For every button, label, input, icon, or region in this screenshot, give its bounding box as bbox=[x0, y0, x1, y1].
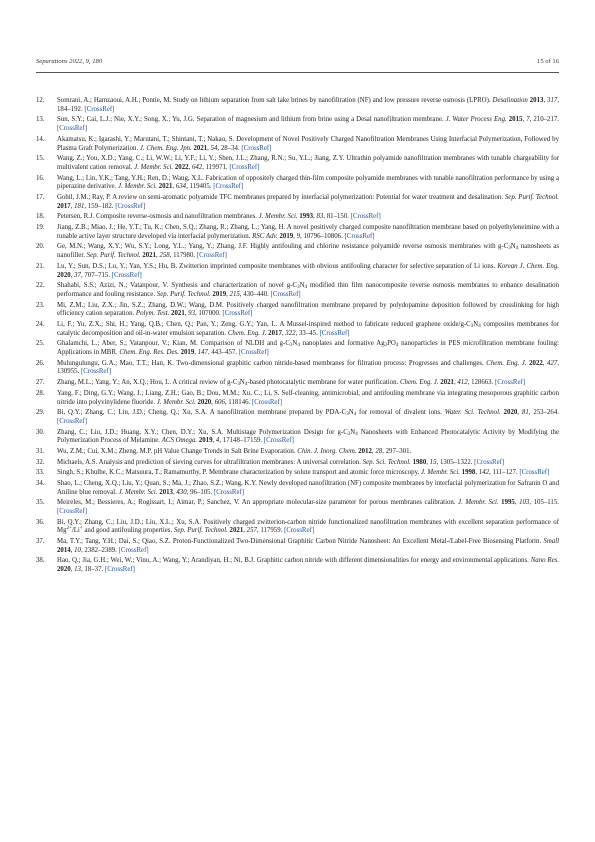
crossref-link[interactable]: [CrossRef] bbox=[57, 507, 88, 515]
reference-item bbox=[36, 224, 559, 242]
journal-citation: Separations 2022, 9, 180 bbox=[36, 58, 103, 65]
journal-name: RSC Adv. bbox=[252, 232, 278, 240]
publication-year: 2019 bbox=[212, 290, 227, 298]
volume-number: 147 bbox=[197, 349, 208, 357]
journal-name: Sep. Purif. Technol. bbox=[504, 193, 559, 201]
reference-item bbox=[36, 340, 559, 358]
publication-year: 2013 bbox=[529, 97, 544, 104]
reference-number: 12. bbox=[36, 97, 45, 104]
volume-number: 181 bbox=[74, 202, 85, 210]
volume-number: 427 bbox=[547, 359, 558, 367]
journal-name: J. Membr. Sci. bbox=[118, 488, 158, 496]
reference-text: Petersen, R.J. Composite reverse-osmosis and nanofiltration membranes. J. Membr. Sci. 1993, 83, 81–150. [CrossRef] bbox=[57, 213, 381, 221]
reference-text: Singh, S.; Khulbe, K.C.; Matsuura, T.; Ramamurthy, P. Membrane characterization by solute transport and atomic force microscopy. J. Membr. Sci. 1998, 142, 111–127. [CrossRef] bbox=[57, 469, 550, 477]
crossref-link[interactable]: [CrossRef] bbox=[252, 398, 283, 406]
volume-number: 322 bbox=[285, 329, 296, 337]
reference-text: Zhang, M.L.; Yang, Y.; An, X.Q.; Hou, L. A critical review of $g-C_3N_4$-based photocatalytic membrane for water purification. Chem. Eng. J. 2021, 412, 128663. [CrossRef] bbox=[57, 379, 526, 388]
crossref-link[interactable]: [CrossRef] bbox=[222, 310, 253, 318]
reference-item bbox=[36, 282, 559, 300]
crossref-link[interactable]: [CrossRef] bbox=[57, 417, 88, 425]
volume-number: 634 bbox=[175, 183, 187, 191]
volume-number: 215 bbox=[229, 290, 240, 298]
reference-text: Akamatsu, K.; Igarashi, Y.; Marutani, T.; Shintani, T.; Nakao, S. Development of Novel Positively Charged Nanofiltration Membranes Using Interfacial Polymerization, Followed by Plasma Graft Polymerization. J. Chem. Eng. Jpn. 2021, 54, 28–34. [CrossRef] bbox=[57, 135, 559, 152]
reference-number: 37. bbox=[36, 538, 45, 546]
reference-item bbox=[36, 390, 559, 408]
volume-number: 258 bbox=[159, 252, 170, 260]
journal-name: Nano Res. bbox=[530, 557, 559, 565]
publication-year: 2017 bbox=[268, 329, 282, 337]
crossref-link[interactable]: [CrossRef] bbox=[519, 469, 550, 477]
reference-text: Yang, F.; Ding, G.Y.; Wang, J.; Liang, Z.H.; Gao, B.; Dou, M.M.; Xu, C.; Li, S. Self-cleaning, antimicrobial, and antifouling membrane via integrating mesoporous graphitic carbon nitride into polyvinylidene fluoride. J. Membr. Sci. 2020, 606, 118146. [CrossRef] bbox=[57, 389, 559, 406]
reference-number: 18. bbox=[36, 213, 45, 221]
crossref-link[interactable]: [CrossRef] bbox=[474, 458, 505, 466]
reference-number: 32. bbox=[36, 458, 45, 466]
journal-name: J. Membr. Sci. bbox=[156, 398, 196, 406]
running-header bbox=[36, 58, 559, 65]
reference-number: 29. bbox=[36, 409, 45, 417]
journal-name: J. Membr. Sci. bbox=[458, 499, 499, 507]
crossref-link[interactable]: [CrossRef] bbox=[111, 271, 142, 279]
reference-item bbox=[36, 409, 559, 427]
crossref-link[interactable]: [CrossRef] bbox=[213, 183, 244, 191]
publication-year: 2021 bbox=[440, 379, 454, 387]
volume-number: 83 bbox=[316, 213, 324, 221]
volume-number: 93 bbox=[188, 310, 195, 318]
reference-number: 13. bbox=[36, 116, 45, 124]
publication-year: 2022 bbox=[529, 359, 543, 367]
journal-name: Chin. J. Inorg. Chem. bbox=[297, 447, 357, 455]
crossref-link[interactable]: [CrossRef] bbox=[118, 546, 149, 554]
reference-number: 23. bbox=[36, 301, 45, 309]
reference-text: Mulungulungu, G.A.; Mao, T.T.; Han, K. Two-dimensional graphitic carbon nitride-based membranes for filtration process: Progresses and challenges. Chem. Eng. J. 2022, 427, 130955. [CrossRef] bbox=[57, 359, 560, 376]
volume-number: 28 bbox=[375, 447, 383, 455]
crossref-link[interactable]: [CrossRef] bbox=[196, 252, 227, 260]
reference-number: 30. bbox=[36, 428, 45, 436]
crossref-link[interactable]: [CrossRef] bbox=[270, 290, 301, 298]
reference-text: Meireles, M.; Bessieres, A.; Rogissart, I.; Aimar, P.; Sanchez, V. An appropriate molecular-size parameter for porous membranes calibration. J. Membr. Sci. 1995, 103, 105–115. [CrossRef] bbox=[57, 499, 559, 515]
volume-number: 37 bbox=[74, 271, 81, 279]
reference-text: Ge, M.N.; Wang, X.Y.; Wu, S.Y.; Long, Y.L.; Yang, Y.; Zhang, J.F. Highly antifouling and chlorine resistance polyamide reverse osmosis membranes with $g-C_3N_4$ nanosheets as nanofiller. Sep. Purif. Technol. 2021, 258, 117980. [CrossRef] bbox=[57, 243, 559, 260]
journal-name: J. Membr. Sci. bbox=[134, 163, 174, 171]
reference-number: 27. bbox=[36, 379, 45, 387]
crossref-link[interactable]: [CrossRef] bbox=[115, 202, 146, 210]
reference-text: Wu, Z.M.; Cui, X.M.; Zheng, M.P. pH Value Change Trends in Salt Brine Evaporation. Chin. J. Inorg. Chem. 2012, 28, 297–301. bbox=[57, 447, 412, 455]
reference-number: 25. bbox=[36, 340, 45, 348]
reference-item bbox=[36, 379, 559, 388]
publication-year: 2021 bbox=[229, 527, 244, 535]
reference-item bbox=[36, 321, 559, 339]
journal-name: Sep. Purif. Technol. bbox=[86, 252, 141, 260]
journal-name: Desalination bbox=[492, 97, 528, 104]
reference-item bbox=[36, 97, 559, 115]
reference-item bbox=[36, 519, 559, 537]
journal-name: Korean J. Chem. Eng. bbox=[497, 262, 559, 270]
publication-year: 2020 bbox=[503, 409, 518, 417]
reference-item bbox=[36, 213, 559, 222]
reference-number: 33. bbox=[36, 469, 45, 477]
header-divider bbox=[36, 72, 559, 73]
publication-year: 2021 bbox=[193, 144, 208, 152]
reference-number: 26. bbox=[36, 359, 45, 367]
reference-item bbox=[36, 155, 559, 173]
reference-number: 24. bbox=[36, 320, 45, 328]
reference-text: Sun, S.Y.; Cai, L.J.; Nie, X.Y.; Song, X.; Yu, J.G. Separation of magnesium and lithium from brine using a Desal nanofiltration membrane. J. Water Process Eng. 2015, 7, 210–217. [CrossRef] bbox=[57, 116, 560, 133]
journal-name: Sep. Sci. Technol. bbox=[362, 458, 411, 466]
publication-year: 2021 bbox=[171, 310, 185, 318]
reference-item bbox=[36, 429, 559, 447]
reference-text: Wang, L.; Lin, Y.K.; Tang, Y.H.; Ren, D.; Wang, X.L. Fabrication of oppositely charged thin-film composite polyamide membranes with tunable nanofiltration performance by using a piperazine derivative. J. Membr. Sci. 2021, 634, 119405. [CrossRef] bbox=[57, 174, 559, 191]
reference-text: Gohil, J.M.; Ray, P. A review on semi-aromatic polyamide TFC membranes prepared by interfacial polymerization: Potential for water treatment and desalination. Sep. Purif. Technol. 2017, 181, 159–182. [CrossRef] bbox=[57, 193, 559, 210]
reference-item bbox=[36, 263, 559, 281]
journal-name: J. Membr. Sci. bbox=[420, 469, 460, 477]
reference-text: Ma, T.Y.; Tang, Y.H.; Dai, S.; Qiao, S.Z. Proton-Functionalized Two-Dimensional Graphitic Carbon Nitride Nanosheet: An Excellent Metal-/Label-Free Biosensing Platform. Small 2014, 10, 2382–2389. [CrossRef] bbox=[57, 538, 559, 554]
reference-item bbox=[36, 469, 559, 478]
reference-item bbox=[36, 448, 559, 457]
crossref-link[interactable]: [CrossRef] bbox=[104, 566, 135, 574]
publication-year: 2013 bbox=[159, 488, 173, 496]
publication-year: 1995 bbox=[501, 499, 515, 507]
crossref-link[interactable]: [CrossRef] bbox=[84, 105, 115, 113]
reference-text: Ghalamchi, L.; Aber, S.; Vatanpour, V.; Kian, M. Comparison of NLDH and $g-C_3N_4$ nanoplates and formative $Ag_3PO_4$ nanoparticles in PES microfiltration membrane fouling: Applications in MBR. Chem. Eng. Res. Des. 2019, 147, 443–457. [CrossRef] bbox=[57, 340, 559, 357]
publication-year: 1980 bbox=[412, 458, 427, 466]
journal-name: Sep. Purif. Technol. bbox=[156, 290, 211, 298]
volume-number: 642 bbox=[191, 163, 203, 171]
volume-number: 7 bbox=[526, 116, 530, 124]
crossref-link[interactable]: [CrossRef] bbox=[319, 329, 350, 337]
volume-number: 430 bbox=[176, 488, 187, 496]
volume-number: 103 bbox=[519, 499, 530, 507]
journal-name: Small bbox=[543, 538, 559, 546]
volume-number: 257 bbox=[246, 527, 257, 535]
crossref-link[interactable]: [CrossRef] bbox=[350, 213, 381, 221]
crossref-link[interactable]: [CrossRef] bbox=[57, 125, 88, 133]
reference-item bbox=[36, 459, 559, 468]
journal-name: Polym. Test. bbox=[135, 310, 170, 318]
volume-number: 606 bbox=[214, 398, 225, 406]
reference-item bbox=[36, 116, 559, 134]
reference-item bbox=[36, 557, 559, 575]
reference-text: Wang, Z.; You, X.D.; Yang, C.; Li, W.W.; Li, Y.F.; Li, Y.; Shen, J.L.; Zhang, R.N.; Su, Y.L.; Jiang, Z.Y. Ultrathin polyamide nanofiltration membranes with tunable chargeability for multivalent cation removal. J. Membr. Sci. 2022, 642, 119971. [CrossRef] bbox=[57, 155, 559, 171]
crossref-link[interactable]: [CrossRef] bbox=[80, 368, 112, 376]
reference-text: Mi, Z.M.; Liu, Z.X.; Jin, S.Z.; Zhang, D.W.; Wang, D.M. Positively charged nanofiltration membrane prepared by polydopamine deposition followed by crosslinking for high efficiency cation separation. Polym. Test. 2021, 93, 107000. [CrossRef] bbox=[57, 301, 559, 318]
crossref-link[interactable]: [CrossRef] bbox=[241, 144, 272, 152]
publication-year: 1998 bbox=[461, 469, 476, 477]
publication-year: 2021 bbox=[142, 252, 156, 260]
reference-item bbox=[36, 480, 559, 498]
journal-name: J. Chem. Eng. Jpn. bbox=[139, 144, 192, 152]
reference-text: Shahabi, S.S.; Azizi, N.; Vatanpour, V. Synthesis and characterization of novel $g-C_3N_4$ modified thin film nanocomposite reverse osmosis membranes to enhance desalination performance and fouling resistance. Sep. Purif. Technol. 2019, 215, 430–440. [CrossRef] bbox=[57, 282, 559, 298]
reference-item bbox=[36, 243, 559, 261]
journal-name: Water. Sci. Technol. bbox=[444, 409, 501, 417]
volume-number: 4 bbox=[215, 437, 220, 445]
reference-text: Zhang, C.; Liu, J.D.; Huang, X.Y.; Chen, D.Y.; Xu, S.A. Multistage Polymerization Design for $g-C_3N_4$ Nanosheets with Enhanced Photocatalytic Activity by Modifying the Polymerization Process of Melamine. ACS Omega. 2019, 4, 17148–17159. [CrossRef] bbox=[57, 428, 559, 445]
reference-number: 16. bbox=[36, 174, 45, 182]
reference-list bbox=[36, 97, 559, 577]
reference-number: 20. bbox=[36, 243, 45, 251]
journal-name: Chem. Eng. J. bbox=[227, 329, 267, 337]
publication-year: 2020 bbox=[197, 398, 212, 406]
publication-year: 2021 bbox=[158, 183, 173, 191]
crossref-link[interactable]: [CrossRef] bbox=[214, 488, 245, 496]
crossref-link[interactable]: [CrossRef] bbox=[238, 349, 269, 357]
crossref-link[interactable]: [CrossRef] bbox=[229, 163, 260, 171]
reference-text: Bi, Q.Y.; Zhang, C.; Liu, J.D.; Liu, X.L.; Xu, S.A. Positively charged zwitterion-carbon nitride functionalized nanofiltration membranes with excellent separation performance of $Mg^{2+}/Li^+$ and good antifouling properties. Sep. Purif. Technol. 2021, 257, 117959. [CrossRef] bbox=[57, 518, 559, 535]
reference-number: 34. bbox=[36, 479, 45, 487]
publication-year: 2017 bbox=[57, 202, 71, 210]
reference-number: 21. bbox=[36, 262, 45, 270]
volume-number: 13 bbox=[74, 566, 81, 574]
volume-number: 317 bbox=[547, 97, 558, 104]
reference-number: 14. bbox=[36, 135, 45, 143]
reference-number: 38. bbox=[36, 557, 45, 565]
reference-number: 17. bbox=[36, 193, 45, 201]
journal-name: J. Water Process Eng. bbox=[445, 116, 507, 124]
reference-number: 36. bbox=[36, 518, 45, 526]
volume-number: 412 bbox=[457, 379, 468, 387]
journal-name: ACS Omega. bbox=[161, 437, 198, 445]
volume-number: 54 bbox=[210, 144, 218, 152]
reference-number: 35. bbox=[36, 499, 45, 507]
reference-text: Li, F.; Yu, Z.X.; Shi, H.; Yang, Q.B.; Chen, Q.; Pan, Y.; Zeng, G.Y.; Yan, L. A Mussel-inspired method to fabricate reduced graphene oxide/$g-C_3N_4$ composites membranes for catalytic decomposition and oil-in-water emulsion separation. Chem. Eng. J. 2017, 322, 33–45. [CrossRef] bbox=[57, 320, 560, 337]
reference-item bbox=[36, 136, 559, 154]
journal-name: Chem. Eng. J. bbox=[399, 379, 439, 387]
journal-name: Sep. Purif. Technol. bbox=[173, 527, 228, 535]
reference-text: Michaels, A.S. Analysis and prediction of sieving curves for ultrafiltration membranes: A universal correlation. Sep. Sci. Technol. 1980, 15, 1305–1322. [CrossRef] bbox=[57, 458, 505, 466]
crossref-link[interactable]: [CrossRef] bbox=[495, 379, 526, 387]
publication-year: 1993 bbox=[299, 213, 314, 221]
reference-item bbox=[36, 175, 559, 193]
reference-number: 22. bbox=[36, 282, 45, 290]
journal-name: Chem. Eng. J. bbox=[486, 359, 527, 367]
volume-number: 142 bbox=[478, 469, 490, 477]
reference-item bbox=[36, 360, 559, 378]
volume-number: 10 bbox=[74, 546, 81, 554]
publication-year: 2022 bbox=[174, 163, 189, 171]
reference-text: Jiang, Z.B.; Miao, J.; He, Y.T.; Tu, K.; Chen, S.Q.; Zhang, R.; Zhang, L.; Yang, H. A novel positively charged composite nanofiltration membrane based on polyethyleneimine with a tunable active layer structure developed via interfacial polymerization. RSC Adv. 2019, 9, 10796–10806. [CrossRef] bbox=[57, 223, 559, 240]
reference-text: Shao, L.; Cheng, X.Q.; Liu, Y.; Quan, S.; Ma, J.; Zhao, S.Z.; Wang, K.Y. Newly developed nanofiltration (NF) composite membranes by interfacial polymerization for Safranin O and Aniline blue removal. J. Membr. Sci. 2013, 430, 96–105. [CrossRef] bbox=[57, 479, 559, 496]
reference-text: Bi, Q.Y.; Zhang, C.; Liu, J.D.; Cheng, Q.; Xu, S.A. A nanofiltration membrane prepared by PDA-$C_3N_4$ for removal of divalent ions. Water. Sci. Technol. 2020, 81, 253–264. [CrossRef] bbox=[57, 409, 559, 425]
volume-number: 15 bbox=[429, 458, 437, 466]
reference-item bbox=[36, 499, 559, 517]
reference-item bbox=[36, 302, 559, 320]
journal-name: J. Membr. Sci. bbox=[258, 213, 298, 221]
volume-number: 9 bbox=[296, 232, 301, 240]
reference-text: Lu, Y.; Sun, D.S.; Lu, Y.; Yan, Y.S.; Hu, B. Zwitterion imprinted composite membranes with obvious antifouling character for selective separation of Li ions. Korean J. Chem. Eng. 2020, 37, 707–715. [CrossRef] bbox=[57, 262, 559, 279]
reference-item bbox=[36, 194, 559, 212]
reference-item bbox=[36, 538, 559, 556]
crossref-link[interactable]: [CrossRef] bbox=[263, 437, 294, 445]
publication-year: 2019 bbox=[198, 437, 213, 445]
publication-year: 2020 bbox=[57, 271, 71, 279]
publication-year: 2019 bbox=[279, 232, 294, 240]
volume-number: 81 bbox=[521, 409, 529, 417]
reference-number: 19. bbox=[36, 223, 45, 231]
crossref-link[interactable]: [CrossRef] bbox=[284, 527, 315, 535]
publication-year: 2020 bbox=[57, 566, 71, 574]
publication-year: 2019 bbox=[180, 349, 195, 357]
reference-text: Somrani, A.; Hamzaoui, A.H.; Pontie, M. Study on lithium separation from salt lake brines by nanofiltration (NF) and low pressure reverse osmosis (LPRO). Desalination 2013, 317, 184–192. [CrossRef] bbox=[57, 97, 560, 113]
publication-year: 2014 bbox=[57, 546, 71, 554]
crossref-link[interactable]: [CrossRef] bbox=[344, 232, 375, 240]
reference-number: 31. bbox=[36, 447, 45, 455]
publication-year: 2015 bbox=[508, 116, 523, 124]
reference-number: 15. bbox=[36, 155, 45, 163]
reference-text: Hao, Q.; Jia, G.H.; Wei, W.; Vinu, A.; Wang, Y.; Arandiyan, H.; Ni, B.J. Graphitic carbon nitride with different dimensionalities for energy and environmental applications. Nano Res. 2020, 13, 18–37. [CrossRef] bbox=[57, 557, 559, 574]
reference-number: 28. bbox=[36, 389, 45, 397]
journal-name: J. Membr. Sci. bbox=[118, 183, 157, 191]
journal-name: Chem. Eng. Res. Des. bbox=[119, 349, 179, 357]
publication-year: 2012 bbox=[358, 447, 372, 455]
page-number: 15 of 16 bbox=[537, 58, 559, 65]
